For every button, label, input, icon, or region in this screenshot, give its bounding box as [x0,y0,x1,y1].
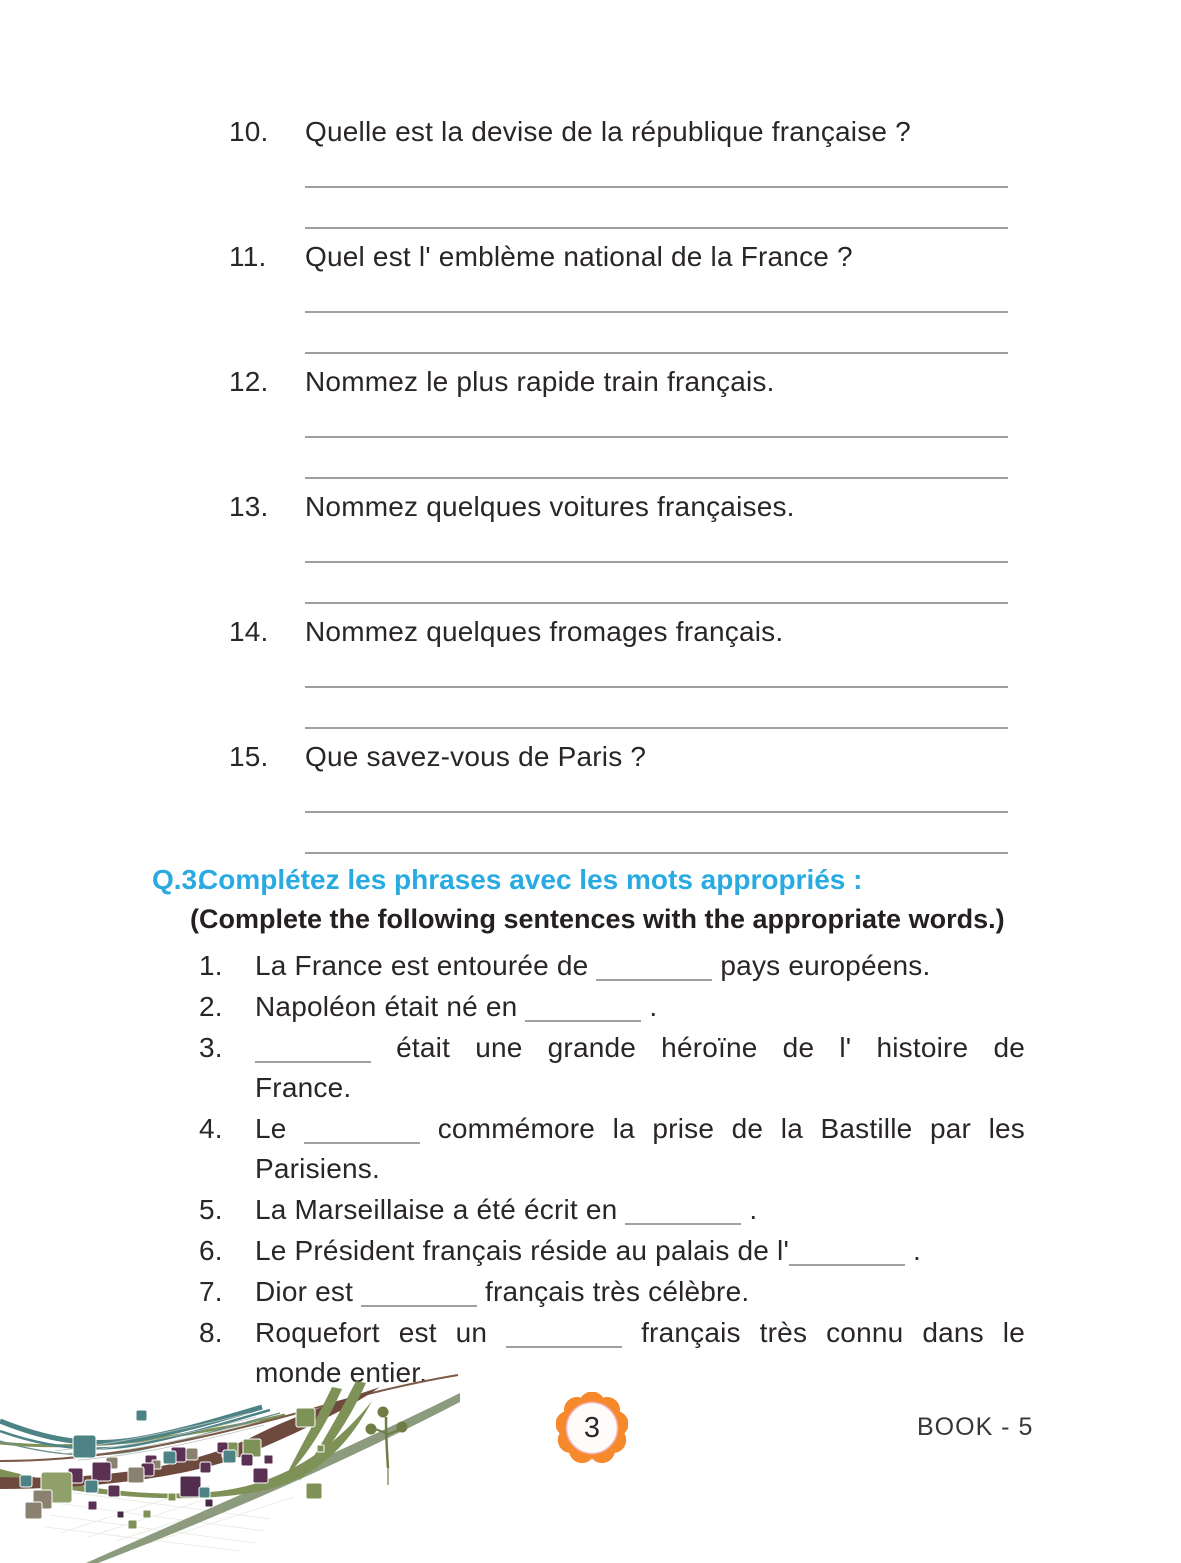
question-block [0,491,1181,604]
q3-subtitle: (Complete the following sentences with the appropriate words.) [190,904,1005,934]
sentence-item [0,946,1181,986]
sentence-line: était une grande héroïne de l' histoire de [255,1028,1025,1068]
answer-line [305,772,1008,813]
answer-line [305,522,1008,563]
question-row [0,116,1181,147]
question-number: 13. [229,491,269,522]
item-text [255,987,1025,1027]
item-number: 1. [199,950,223,981]
page-number: 3 [583,1411,601,1444]
answer-line [305,313,1008,354]
question-number: 11. [229,241,267,272]
sentence-item [0,1231,1181,1271]
sentence-line: France. [255,1072,352,1103]
fill-blank [361,1279,477,1307]
item-text [255,1272,1025,1312]
fill-blank [789,1238,905,1266]
question-row [0,241,1181,272]
fill-blank [525,994,641,1022]
question-text: Quelle est la devise de la république française ? [305,116,911,147]
decoration-graphic [0,1373,460,1563]
sentence-item [0,1028,1181,1108]
item-text [255,1028,1025,1108]
item-text [255,1231,1025,1271]
item-number: 5. [199,1194,223,1225]
q3-heading [0,864,1181,896]
sentence-item [0,1109,1181,1189]
answer-line [305,647,1008,688]
q3-section [0,864,1181,1394]
answer-line [305,688,1008,729]
sentence-line: Roquefort est un français très connu dans le [255,1317,1026,1348]
answer-line [305,438,1008,479]
book-label: BOOK - 5 [917,1413,1034,1441]
answer-line [305,563,1008,604]
sentence-line: Le commémore la prise de la Bastille par les [255,1113,1025,1144]
sentence-line: Napoléon était né en . [255,991,658,1022]
item-number: 6. [199,1235,223,1266]
sentence-line: Le Président français réside au palais de l' . [255,1235,921,1266]
question-text: Quel est l' emblème national de la France ? [305,241,853,272]
page-number-flower [556,1392,628,1464]
answer-line [305,147,1008,188]
q3-title: Complétez les phrases avec les mots appropriés : [198,864,863,895]
item-number: 3. [199,1032,223,1063]
item-number: 7. [199,1276,223,1307]
answer-line [305,397,1008,438]
q3-items-list [0,946,1181,1393]
sentence-line: La France est entourée de pays européens. [255,950,931,981]
sentence-line: monde entier. [255,1357,428,1388]
answer-line [305,813,1008,854]
fill-blank [304,1116,420,1144]
question-number: 12. [229,366,269,397]
question-number: 14. [229,616,269,647]
question-text: Que savez-vous de Paris ? [305,741,647,772]
item-number: 2. [199,991,223,1022]
item-text [255,1109,1025,1189]
sentence-item [0,1272,1181,1312]
question-block [0,116,1181,229]
sentence-item [0,1190,1181,1230]
answer-line [305,188,1008,229]
sentence-line: Parisiens. [255,1153,380,1184]
question-row [0,616,1181,647]
question-row [0,366,1181,397]
fill-blank [625,1197,741,1225]
question-row [0,741,1181,772]
question-block [0,241,1181,354]
question-number: 10. [229,116,269,147]
question-text: Nommez quelques voitures françaises. [305,491,795,522]
question-block [0,741,1181,854]
item-number: 8. [199,1317,223,1348]
item-number: 4. [199,1113,223,1144]
q3-label: Q.3. [152,864,205,895]
fill-blank [255,1035,371,1063]
fill-blank [596,953,712,981]
item-text [255,1190,1025,1230]
sentence-line: La Marseillaise a été écrit en . [255,1194,758,1225]
answer-line [305,272,1008,313]
sentence-item [0,987,1181,1027]
item-text [255,946,1025,986]
questions-section [0,116,1181,866]
question-block [0,616,1181,729]
sentence-line: Dior est français très célèbre. [255,1276,750,1307]
question-row [0,491,1181,522]
question-number: 15. [229,741,269,772]
fill-blank [506,1320,622,1348]
question-block [0,366,1181,479]
question-text: Nommez quelques fromages français. [305,616,784,647]
question-text: Nommez le plus rapide train français. [305,366,775,397]
